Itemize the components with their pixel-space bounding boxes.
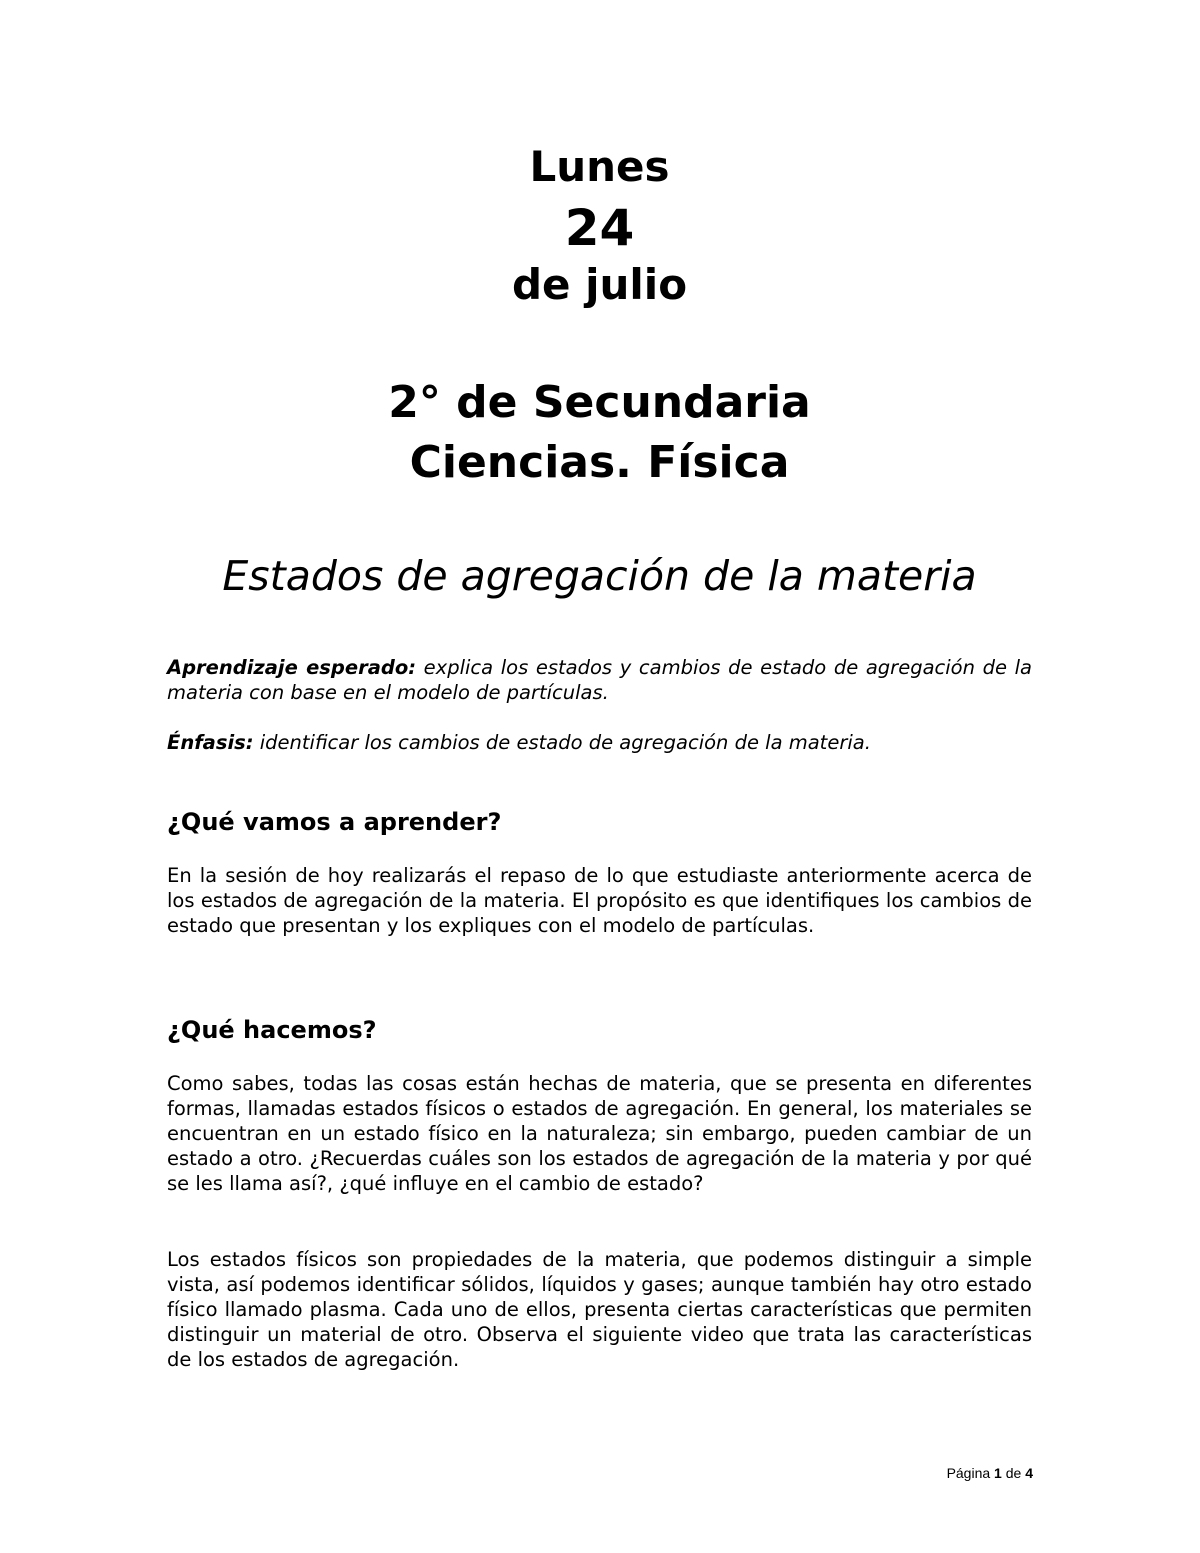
footer-of-word: de (1005, 1465, 1022, 1481)
document-page (167, 0, 1032, 1553)
topic-title: Estados de agregación de la materia (222, 552, 977, 600)
aprendizaje-label: Aprendizaje esperado: (167, 656, 417, 679)
grade-level: 2° de Secundaria (388, 377, 811, 428)
aprendizaje-esperado (167, 655, 1032, 705)
subject: Ciencias. Física (409, 437, 790, 488)
month: de julio (511, 260, 688, 309)
footer-page-word: Página (946, 1465, 991, 1481)
paragraph-hacemos-2: Los estados físicos son propiedades de la materia, que podemos distinguir a simple vista, así podemos identificar sólidos, líquidos y gases; aunque también hay otro estado físico llamado plasma. Cada uno de ellos, presenta ciertas características que permiten distinguir un material de otro. Observa el siguiente video que trata las características de los estados de agregación. (167, 1248, 1032, 1371)
day-name: Lunes (529, 142, 670, 191)
aprendizaje-text: explica los estados y cambios de estado de agregación de la materia con base en el modelo de partículas. (167, 656, 1032, 704)
enfasis (167, 730, 1032, 755)
footer-current-page: 1 (994, 1465, 1002, 1481)
enfasis-label: Énfasis: (167, 731, 254, 754)
day-number: 24 (564, 199, 635, 257)
heading-que-hacemos: ¿Qué hacemos? (167, 1016, 377, 1044)
enfasis-text: identificar los cambios de estado de agregación de la materia. (253, 731, 871, 754)
paragraph-aprender: En la sesión de hoy realizarás el repaso de lo que estudiaste anteriormente acerca de los estados de agregación de la materia. El propósito es que identifiques los cambios de estado que presentan y los expliques con el modelo de partículas. (167, 864, 1032, 937)
heading-que-vamos-a-aprender: ¿Qué vamos a aprender? (167, 808, 502, 836)
paragraph-hacemos-1: Como sabes, todas las cosas están hechas de materia, que se presenta en diferentes formas, llamadas estados físicos o estados de agregación. En general, los materiales se encuentran en un estado físico en la naturaleza; sin embargo, pueden cambiar de un estado a otro. ¿Recuerdas cuáles son los estados de agregación de la materia y por qué se les llama así?, ¿qué influye en el cambio de estado? (167, 1072, 1032, 1195)
footer-total-pages: 4 (1025, 1465, 1033, 1481)
page-footer (947, 1465, 1033, 1481)
